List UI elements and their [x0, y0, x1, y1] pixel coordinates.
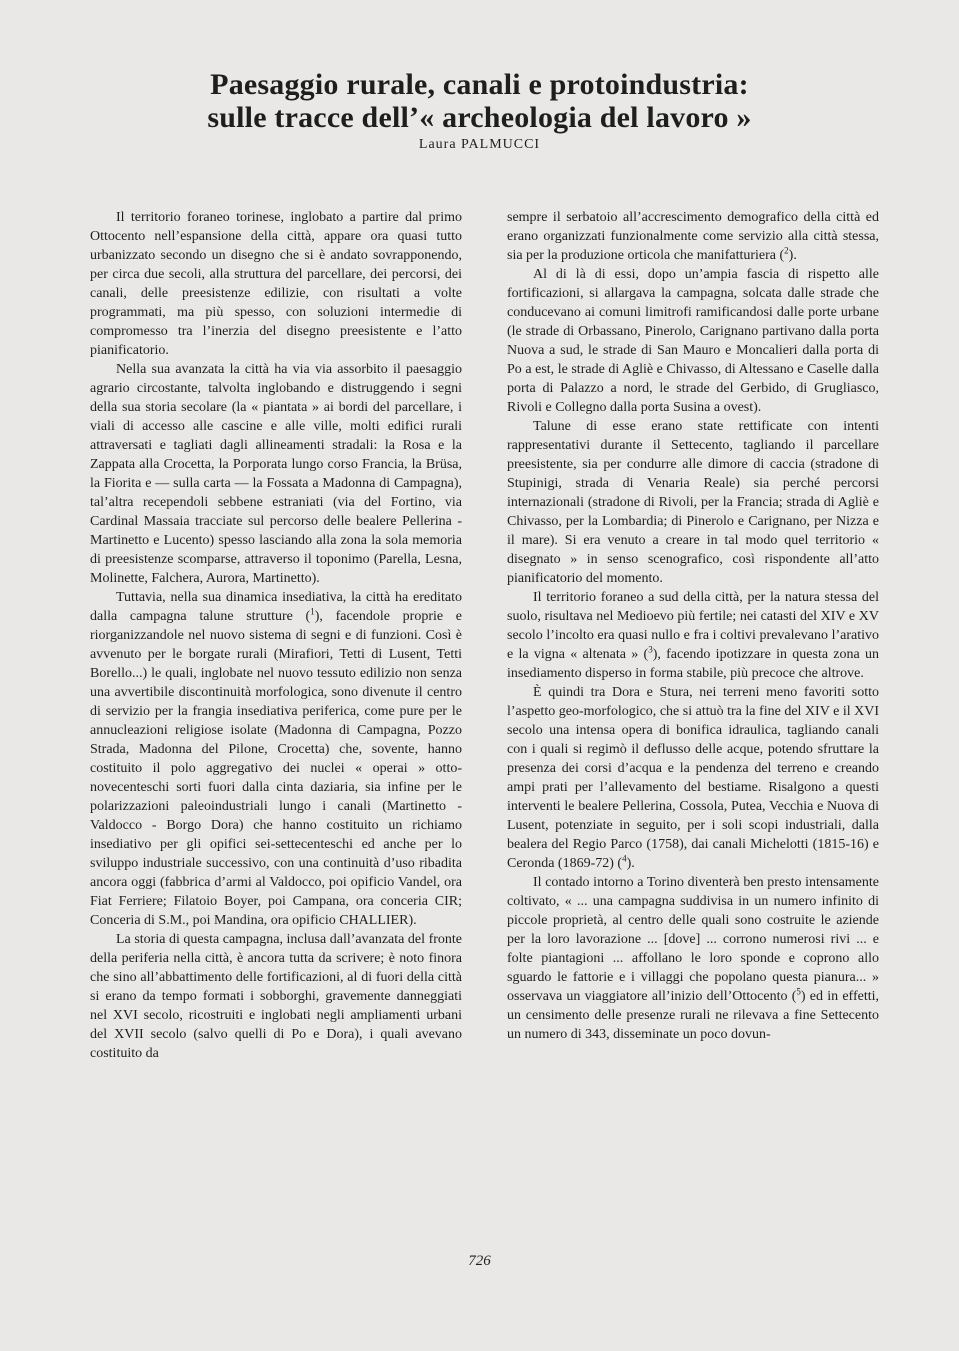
paragraph: Nella sua avanzata la città ha via via assorbito il paesaggio agrario circostante, talvolta inglobando e distruggendo i segni della sua storia secolare (la « piantata » ai bordi del parcellare, i viali di accesso alle cascine e alle ville, molti edifici rurali attraversati e tagliati dagli allineamenti stradali: la Rosa e la Zappata alla Crocetta, la Porporata lungo corso Francia, la Brüsa, la Fiorita e — sulla carta — la Fossata a Madonna di Campagna), tal’altra recependoli sebbene estraniati (via del Fortino, via Cardinal Massaia tracciate sul percorso delle bealere Pellerina - Martinetto e Lucento) spesso lasciando alla zona la sola memoria di preesistenze scomparse, attraverso il toponimo (Parella, Lesna, Molinette, Falchera, Aurora, Martinetto). — [90, 362, 462, 586]
footnote-ref: 4 — [622, 853, 627, 864]
footnote-ref: 3 — [648, 644, 653, 655]
paragraph: Il territorio foraneo a sud della città, per la natura stessa del suolo, risultava nel Medioevo più fertile; nei catasti del XIV e XV secolo l’incolto era quasi nullo e fra i coltivi prevalevano l’arativo e la vigna « altenata » ($^3$), facendo ipotizzare in questa zona un insediamento disperso in forma stabile, più precoce che altrove. — [507, 590, 879, 681]
paragraph: Il contado intorno a Torino diventerà ben presto intensamente coltivato, « ... una campagna suddivisa in un numero infinito di piccole proprietà, al centro delle quali sono costruite le aziende per la loro lavorazione ... [dove] ... corrono numerosi rivi ... e folte piantagioni ... affollano le loro sponde e coprono allo sguardo le fattorie e i villaggi che popolano questa pianura... » osservava un viaggiatore all’inizio dell’Ottocento ($^5$) ed in effetti, un censimento delle presenze rurali ne rilevava a fine Settecento un numero di 343, disseminate un poco dovun- — [507, 875, 879, 1042]
left-column — [90, 208, 462, 1063]
right-column — [507, 208, 879, 1044]
paragraph: sempre il serbatoio all’accrescimento demografico della città ed erano organizzati funzionalmente come servizio alla città stessa, sia per la produzione orticola che manifatturiera ($^2$). — [507, 210, 879, 263]
footnote-ref: 5 — [796, 986, 801, 997]
paragraph: Al di là di essi, dopo un’ampia fascia di rispetto alle fortificazioni, si allargava la campagna, solcata dalle strade che conducevano ai comuni limitrofi ramificandosi dalle porte urbane (le strade di Orbassano, Pinerolo, Carignano partivano dalla porta Nuova a sud, le strade di San Mauro e Moncalieri dalla porta di Po a est, le strade di Agliè e Chivasso, di Altessano e Caselle dalla porta di Palazzo a nord, le strade del Gerbido, di Grugliasco, Rivoli e Collegno dalla porta Susina a ovest). — [507, 267, 879, 415]
paragraph: Talune di esse erano state rettificate con intenti rappresentativi durante il Settecento, tagliando il parcellare preesistente, sia per condurre alle dimore di caccia (stradone di Stupinigi, strada di Venaria Reale) sia perché percorsi internazionali (stradone di Rivoli, per la Francia; strada di Agliè e Chivasso, per la Lombardia; di Pinerolo e Carignano, per Nizza e il mare). Si era venuto a creare in tal modo quel territorio « disegnato » in senso scenografico, così rispondente all’atto pianificatorio del momento. — [507, 419, 879, 586]
paragraph: Il territorio foraneo torinese, inglobato a partire dal primo Ottocento nell’espansione della città, appare ora quasi tutto urbanizzato secondo un disegno che si è andato sovrapponendo, per circa due secoli, alla struttura del parcellare, dei percorsi, dei canali, delle preesistenze edilizie, con risultati a volte programmati, ma più spesso, con soluzioni intermedie di compromesso tra l’inerzia del disegno preesistente e l’atto pianificatorio. — [90, 210, 462, 358]
article-title-line-1: Paesaggio rurale, canali e protoindustria: — [210, 68, 749, 101]
paragraph: È quindi tra Dora e Stura, nei terreni meno favoriti sotto l’aspetto geo-morfologico, che si attuò tra la fine del XIV e il XVI secolo una intensa opera di bonifica idraulica, tagliando canali con i quali si regimò il deflusso delle acque, potendo sfruttare la presenza dei corsi d’acqua e la pendenza del terreno e creando ampi prati per l’allevamento del bestiame. Risalgono a questi interventi le bealere Pellerina, Cossola, Putea, Vecchia e Nuova di Lusent, potenziate in seguito, per i soli scopi industriali, dalla bealera del Regio Parco (1758), dai canali Michelotti (1815-16) e Ceronda (1869-72) ($^4$). — [507, 685, 879, 871]
footnote-ref: 2 — [784, 245, 789, 256]
paragraph: La storia di questa campagna, inclusa dall’avanzata del fronte della periferia nella città, è ancora tutta da scrivere; è noto finora che sino all’abbattimento delle fortificazioni, al di fuori della città si erano da tempo formati i sobborghi, gravemente danneggiati nel XVI secolo, ricostruiti e inglobati negli ampliamenti urbani del XVII secolo (salvo quelli di Po e Dora), i quali avevano costituito da — [90, 932, 462, 1061]
article-author: Laura PALMUCCI — [418, 137, 541, 152]
article-header — [0, 68, 959, 153]
paragraph: Tuttavia, nella sua dinamica insediativa, la città ha ereditato dalla campagna talune strutture ($^1$), facendole proprie e riorganizzandole nel nuovo sistema di segni e di funzioni. Così è avvenuto per le borgate rurali (Mirafiori, Tetti di Lusent, Tetti Borello...) le quali, inglobate nel nuovo tessuto edilizio non senza una avvertibile discontinuità morfologica, sono divenute il centro di servizio per la frangia insediativa periferica, come pure per le annucleazioni religiose isolate (Madonna di Campagna, Pozzo Strada, Madonna del Pilone, Crocetta) che, sovente, hanno costituito il polo aggregativo dei nuclei « operai » otto-novecenteschi sorti fuori dalla cinta daziaria, sia infine per le polarizzazioni paleoindustriali lungo i canali (Martinetto - Valdocco - Borgo Dora) che hanno costituito un richiamo insediativo per gli opifici sei-settecenteschi ed anche per lo sviluppo industriale successivo, con una continuità d’uso ribadita ancora oggi (fabbrica d’armi al Valdocco, poi opificio Vandel, ora Fiat Ferriere; Filatoio Boyer, poi Campana, ora conceria CIR; Conceria di S.M., poi Mandina, ora opificio CHALLIER). — [90, 590, 462, 928]
page-number: 726 — [468, 1253, 491, 1269]
article-title-line-2: sulle tracce dell’« archeologia del lavoro » — [207, 101, 752, 134]
footnote-ref: 1 — [310, 606, 315, 617]
